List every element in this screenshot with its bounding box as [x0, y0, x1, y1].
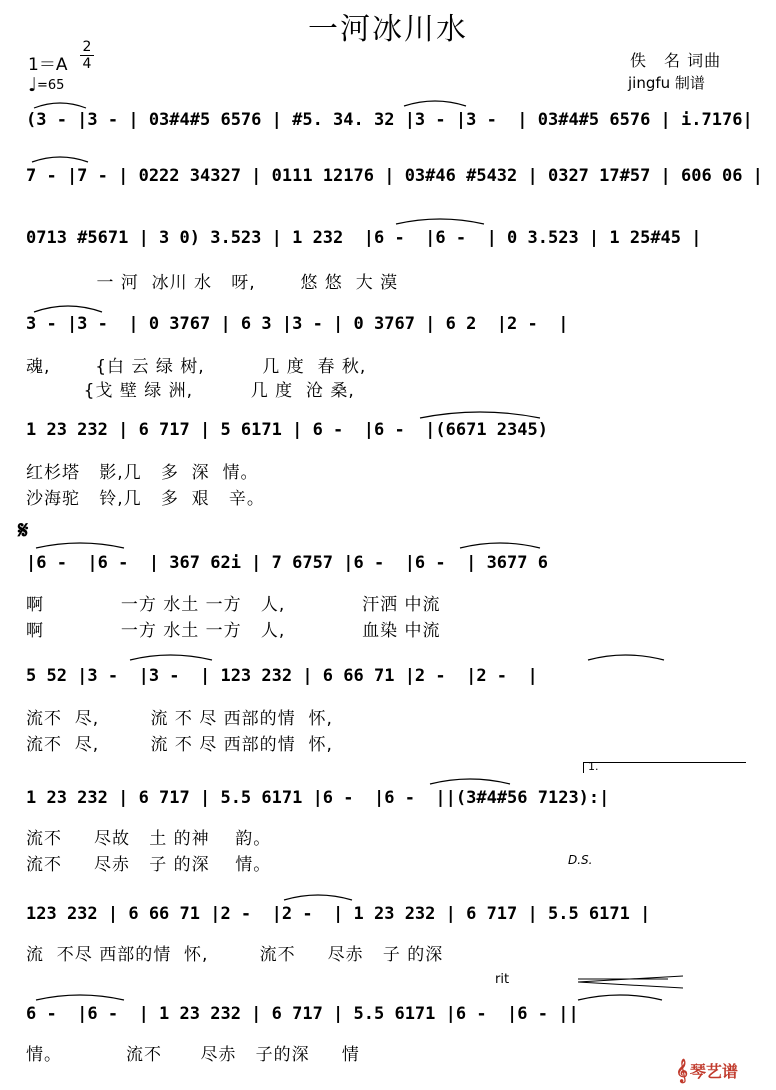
meter-top: 2	[82, 39, 92, 55]
lyrics-10-1: 情。 流不 尽赤 子的深 情	[26, 1045, 360, 1065]
lyrics-9-1: 流 不尽 西部的情 怀, 流不 尽赤 子 的深	[26, 945, 444, 965]
stave-4: 3 - |3 - | 0 3767 | 6 3 |3 - | 0 3767 | 6 2 |2 - |	[26, 314, 569, 334]
arranger-credit: jingfu 制谱	[628, 74, 705, 92]
stave-5: 1 23 232 | 6 717 | 5 6171 | 6 - |6 - |(6671 2345)	[26, 420, 548, 440]
song-title: 一河冰川水	[308, 12, 468, 47]
watermark-text: 琴艺谱	[689, 1062, 738, 1081]
composer-credit: 佚 名 词曲	[630, 51, 722, 70]
time-signature	[80, 40, 94, 71]
lyrics-6-2: 啊 一方 水土 一方 人, 血染 中流	[26, 621, 441, 641]
tempo-marking	[28, 74, 65, 96]
key-signature: 1＝A	[28, 55, 68, 75]
lyrics-8-1: 流不 尽故 土 的神 韵。	[26, 829, 272, 849]
volta-bracket	[583, 762, 746, 773]
meter-bottom: 4	[82, 56, 92, 72]
lyrics-6-1: 啊 一方 水土 一方 人, 汗洒 中流	[26, 595, 441, 615]
lyrics-5-2: 沙海驼 铃,几 多 艰 辛。	[26, 489, 265, 509]
stave-2: 7 - |7 - | 0222 34327 | 0111 12176 | 03#46 #5432 | 0327 17#57 | 606 06 |	[26, 166, 763, 186]
stave-7: 5 52 |3 - |3 - | 123 232 | 6 66 71 |2 - |2 - |	[26, 666, 538, 686]
lyrics-5-1: 红杉塔 影,几 多 深 情。	[26, 463, 259, 483]
tempo-value: =65	[36, 78, 65, 93]
site-watermark	[676, 1058, 738, 1082]
lyrics-4-2: {戈 壁 绿 洲, 几 度 沧 桑,	[26, 381, 355, 401]
dal-segno-mark: D.S.	[568, 853, 593, 867]
ritardando-mark: rit	[495, 972, 510, 987]
stave-3: 0713 #5671 | 3 0) 3.523 | 1 232 |6 - |6 - | 0 3.523 | 1 25#45 |	[26, 228, 702, 248]
volta-number: 1.	[588, 760, 599, 773]
segno-sign: 𝄋	[18, 516, 29, 544]
stave-6: |6 - |6 - | 367 62i | 7 6757 |6 - |6 - | 3677 6	[26, 553, 548, 573]
stave-10: 6 - |6 - | 1 23 232 | 6 717 | 5.5 6171 |6 - |6 - ||	[26, 1004, 579, 1024]
lyrics-8-2: 流不 尽赤 子 的深 情。	[26, 855, 272, 875]
lyrics-7-2: 流不 尽, 流 不 尽 西部的情 怀,	[26, 735, 333, 755]
stave-8: 1 23 232 | 6 717 | 5.5 6171 |6 - |6 - ||(3#4#56 7123):|	[26, 788, 610, 808]
stave-1: (3 - |3 - | 03#4#5 6576 | #5. 34. 32 |3 - |3 - | 03#4#5 6576 | i.7176|	[26, 110, 753, 130]
piano-logo-icon: 𝄞	[676, 1058, 688, 1082]
lyrics-4-1: 魂, {白 云 绿 树, 几 度 春 秋,	[26, 357, 367, 377]
lyrics-3-1: 一 河 冰川 水 呀, 悠 悠 大 漠	[26, 273, 399, 293]
quarter-note-icon: ♩	[28, 74, 37, 96]
diminuendo-hairpin-icon	[578, 975, 683, 989]
stave-9: 123 232 | 6 66 71 |2 - |2 - | 1 23 232 | 6 717 | 5.5 6171 |	[26, 904, 651, 924]
lyrics-7-1: 流不 尽, 流 不 尽 西部的情 怀,	[26, 709, 333, 729]
